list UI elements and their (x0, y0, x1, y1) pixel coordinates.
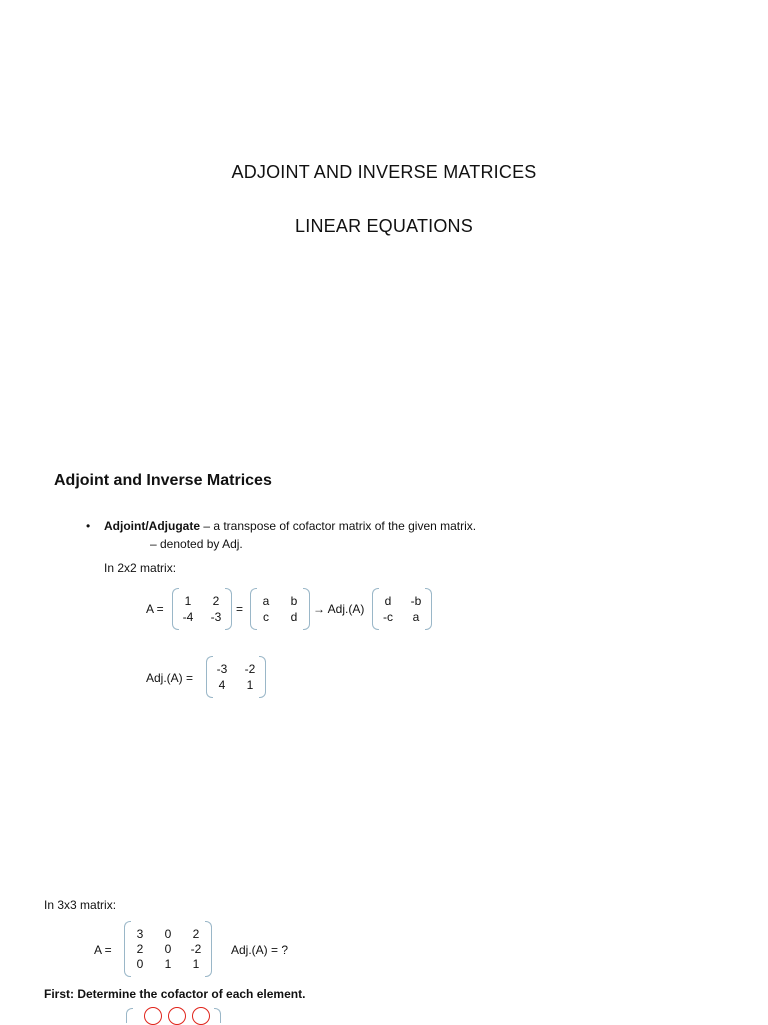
matrix-cell: 2 (212, 594, 220, 608)
matrix-cell: -b (410, 594, 422, 608)
arrow-adj-label: → Adj.(A) (313, 602, 365, 616)
matrix-cell: -2 (190, 942, 202, 956)
definition-term: Adjoint/Adjugate (104, 519, 200, 533)
matrix-cell: -2 (244, 662, 256, 676)
matrix-cell: 1 (246, 678, 254, 692)
slide-subtitle: LINEAR EQUATIONS (295, 216, 473, 236)
in-2x2-label: In 2x2 matrix: (104, 561, 177, 575)
red-circle-highlight (144, 1007, 162, 1025)
red-circle-highlight (168, 1007, 186, 1025)
equals-sign: = (236, 602, 244, 616)
matrix-cell: 1 (184, 594, 192, 608)
matrix-cell: d (384, 594, 392, 608)
matrix-adj-a (206, 656, 266, 698)
first-step-text: First: Determine the cofactor of each element. (44, 987, 306, 1001)
matrix-cell: 1 (192, 957, 200, 971)
matrix-cell: -3 (210, 610, 222, 624)
matrix-cell: 1 (164, 957, 172, 971)
adj-question: Adj.(A) = ? (231, 943, 289, 957)
definition-line (104, 519, 664, 533)
matrix-a-label: A = (146, 602, 164, 616)
section-heading: Adjoint and Inverse Matrices (54, 472, 272, 489)
matrix-cell: d (290, 610, 298, 624)
matrix-cell: a (262, 594, 270, 608)
matrix-cell: 2 (192, 927, 200, 941)
matrix-cell: -4 (182, 610, 194, 624)
bullet-dot: • (86, 519, 91, 533)
definition-text: – a transpose of cofactor matrix of the given matrix. (200, 519, 477, 533)
matrix-cell: -3 (216, 662, 228, 676)
matrix-cell: 2 (136, 942, 144, 956)
matrix-adj-general (372, 588, 432, 630)
matrix-cell: 3 (136, 927, 144, 941)
red-circle-highlight (192, 1007, 210, 1025)
adj-a-label: Adj.(A) = (146, 671, 194, 685)
matrix-cell: 0 (164, 927, 172, 941)
slide-title: ADJOINT AND INVERSE MATRICES (231, 162, 537, 182)
matrix-cell: 0 (136, 957, 144, 971)
denoted-by-text: – denoted by Adj. (150, 537, 243, 551)
matrix-cell: a (412, 610, 420, 624)
matrix-abcd (250, 588, 310, 630)
matrix-cell: 0 (164, 942, 172, 956)
matrix-a-3x3 (124, 921, 212, 977)
matrix-cell: -c (383, 610, 393, 624)
matrix-cell: 4 (218, 678, 226, 692)
matrix-cell: c (263, 610, 269, 624)
matrix-a-2x2 (172, 588, 232, 630)
partial-left-bracket (126, 1008, 133, 1023)
matrix-a3-label: A = (94, 943, 112, 957)
in-3x3-label: In 3x3 matrix: (44, 898, 117, 912)
partial-right-bracket (214, 1008, 221, 1023)
matrix-cell: b (290, 594, 298, 608)
